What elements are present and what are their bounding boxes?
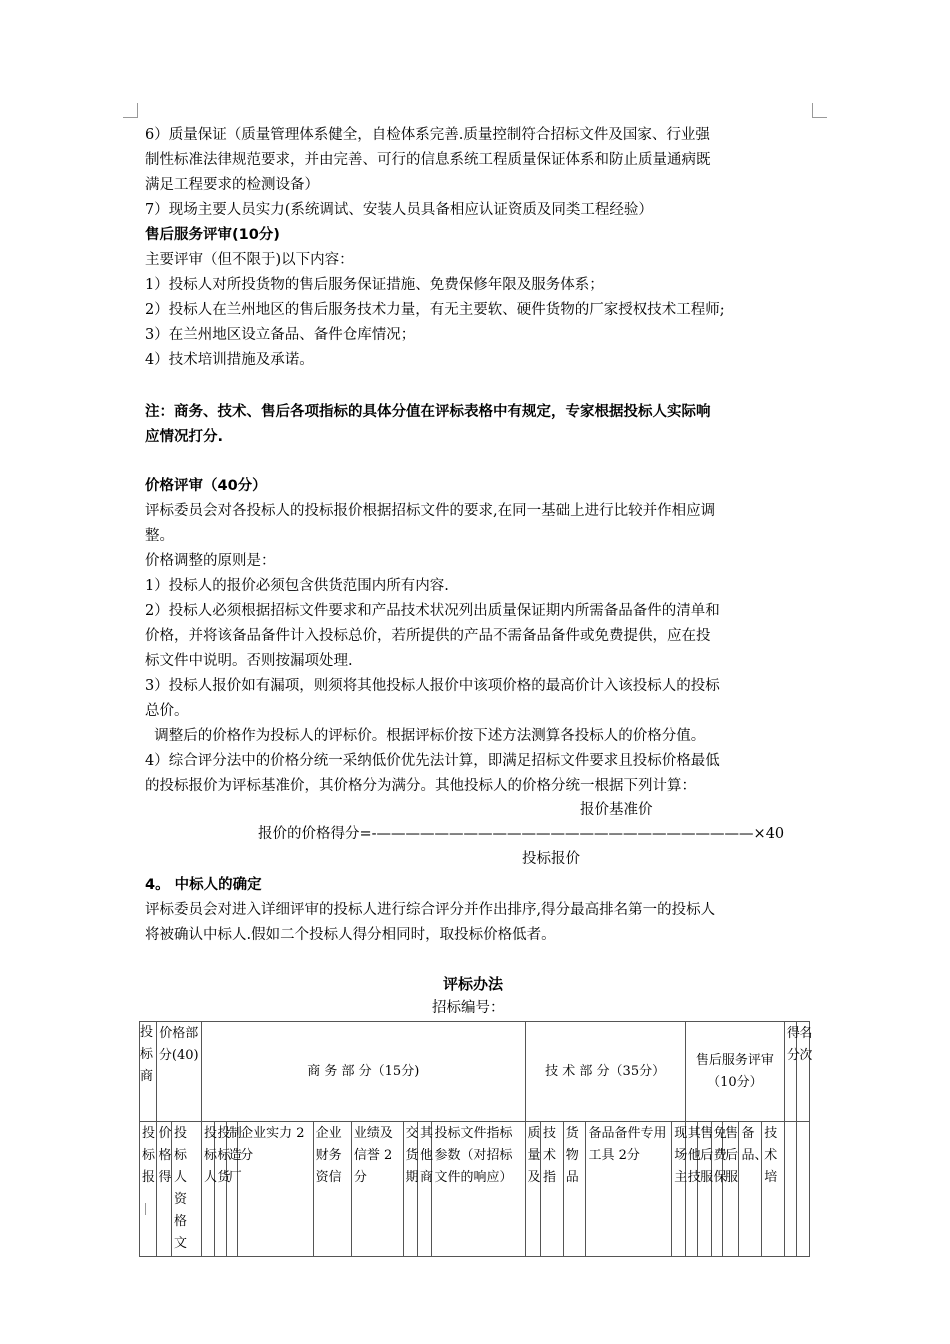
subheader-cell <box>785 1122 797 1257</box>
subheader-cell: 其他商 <box>418 1122 432 1257</box>
subheader-cell: 业绩及信誉 2分 <box>351 1122 403 1257</box>
header-score: 得分 <box>785 1022 797 1122</box>
header-rank: 名次 <box>797 1022 810 1122</box>
subheader-cell: 现场主 <box>672 1122 685 1257</box>
section-heading-after-sales: 售后服务评审(10分) <box>145 227 280 243</box>
text-line: 2）投标人必须根据招标文件要求和产品技术状况列出质量保证期内所需备品备件的清单和 <box>145 603 720 619</box>
text-line: 3）在兰州地区设立备品、备件仓库情况； <box>145 327 416 343</box>
text-line: 总价。 <box>145 703 189 719</box>
text-line: 整。 <box>145 528 174 544</box>
text-line: 1）投标人的报价必须包含供货范围内所有内容. <box>145 578 449 594</box>
subheader-cell: 货物品 <box>563 1122 586 1257</box>
subheader-cell: 免费保 <box>711 1122 722 1257</box>
subheader-cell: 技术培 <box>762 1122 785 1257</box>
table-header-row <box>140 1022 810 1122</box>
subheader-cell: 投标报 <box>140 1122 157 1257</box>
corner-mark-bottom-left <box>145 1203 156 1215</box>
text-line: 调整后的价格作为投标人的评标价。根据评标价按下述方法测算各投标人的价格分值。 <box>145 728 706 744</box>
scoring-table <box>139 1021 813 1257</box>
text-line: 4）技术培训措施及承诺。 <box>145 352 314 368</box>
header-technical-part: 技 术 部 分（35分） <box>525 1022 685 1122</box>
text-line: 将被确认中标人.假如二个投标人得分相同时，取投标价格低者。 <box>145 927 556 943</box>
text-line: 2）投标人在兰州地区的售后服务技术力量，有无主要软、硬件货物的厂家授权技术工程师; <box>145 302 725 318</box>
text-line: 4）综合评分法中的价格分统一采纳低价优先法计算，即满足招标文件要求且投标价格最低 <box>145 753 720 769</box>
table-title: 评标办法 <box>443 975 504 993</box>
subheader-cell: 价格得 <box>156 1122 172 1257</box>
subheader-cell: 交货期 <box>403 1122 417 1257</box>
text-line: 主要评审（但不限于)以下内容： <box>145 252 354 268</box>
header-after-sales: 售后服务评审（10分） <box>685 1022 784 1122</box>
text-line: 6）质量保证（质量管理体系健全，自检体系完善.质量控制符合招标文件及国家、行业强 <box>145 127 710 143</box>
subheader-cell: 技术指 <box>541 1122 564 1257</box>
note-line: 注：商务、技术、售后各项指标的具体分值在评标表格中有规定，专家根据投标人实际响 <box>145 404 711 420</box>
text-line: 评标委员会对各投标人的投标报价根据招标文件的要求,在同一基础上进行比较并作相应调 <box>145 503 716 519</box>
subheader-cell: 投标文件指标参数（对招标文件的响应） <box>432 1122 525 1257</box>
formula-line: 报价的价格得分=-——————————————————————————×40 <box>258 826 785 842</box>
text-line: 评标委员会对进入详细评审的投标人进行综合评分并作出排序,得分最高排名第一的投标人 <box>145 902 716 918</box>
section-heading-winner: 4。 中标人的确定 <box>145 877 262 893</box>
text-line: 制性标准法律规范要求，并由完善、可行的信息系统工程质量保证体系和防止质量通病既 <box>145 152 711 168</box>
text-line: 价格，并将该备品备件计入投标总价，若所提供的产品不需备品备件或免费提供，应在投 <box>145 628 711 644</box>
formula-numerator: 报价基准价 <box>580 802 653 818</box>
subheader-cell: 售后服 <box>698 1122 711 1257</box>
subheader-cell: 企业实力 2分 <box>238 1122 313 1257</box>
corner-mark-top-right <box>812 103 827 118</box>
text-line: 7）现场主要人员实力(系统调试、安装人员具备相应认证资质及同类工程经验） <box>145 202 653 218</box>
subheader-cell: 质量及 <box>525 1122 541 1257</box>
subheader-cell <box>797 1122 810 1257</box>
subheader-cell: 其他技 <box>685 1122 697 1257</box>
text-line: 标文件中说明。否则按漏项处理. <box>145 653 353 669</box>
subheader-cell: 制造厂 <box>226 1122 237 1257</box>
header-price-part: 价格部分(40) <box>156 1022 201 1122</box>
bid-number-label: 招标编号： <box>432 1000 505 1016</box>
subheader-cell: 企业财务资信 <box>313 1122 351 1257</box>
header-bidder: 投标商 <box>140 1022 157 1122</box>
subheader-cell: 投标货 <box>215 1122 226 1257</box>
corner-mark-top-left <box>123 103 138 118</box>
subheader-cell: 备品备件专用工具 2分 <box>586 1122 672 1257</box>
text-line: 3）投标人报价如有漏项，则须将其他投标人报价中该项价格的最高价计入该投标人的投标 <box>145 678 720 694</box>
header-business-part: 商 务 部 分（15分) <box>202 1022 526 1122</box>
subheader-cell: 投标人 <box>202 1122 215 1257</box>
formula-denominator: 投标报价 <box>522 851 580 867</box>
subheader-cell: 投标人资格文 <box>172 1122 202 1257</box>
subheader-cell: 售后服 <box>722 1122 739 1257</box>
note-line: 应情况打分. <box>145 429 224 445</box>
text-line: 1）投标人对所投货物的售后服务保证措施、免费保修年限及服务体系； <box>145 277 604 293</box>
table-subheader-row <box>140 1122 810 1257</box>
text-line: 的投标报价为评标基准价，其价格分为满分。其他投标人的价格分统一根据下列计算： <box>145 778 696 794</box>
subheader-cell: 备品、 <box>739 1122 762 1257</box>
text-line: 满足工程要求的检测设备） <box>145 177 319 193</box>
text-line: 价格调整的原则是： <box>145 553 276 569</box>
section-heading-price: 价格评审（40分） <box>145 478 267 494</box>
